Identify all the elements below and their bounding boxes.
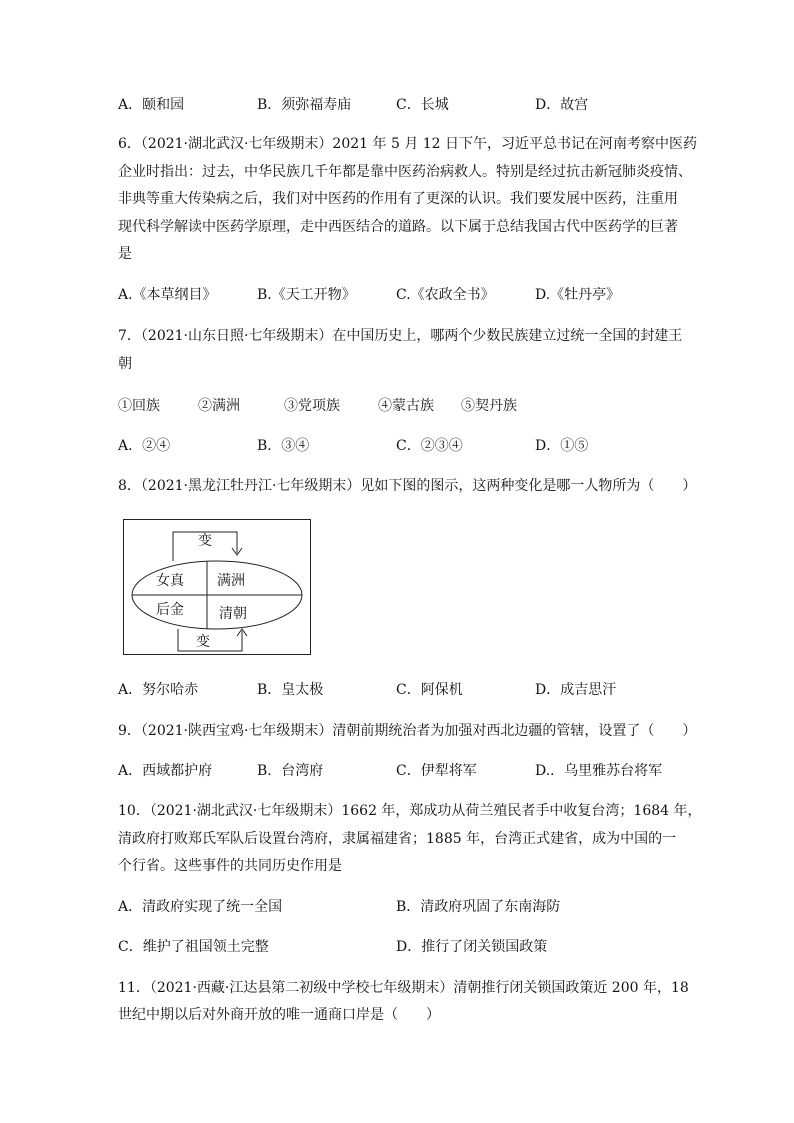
q10-option-c[interactable]: C．维护了祖国领土完整 [118,939,269,955]
q10-option-b[interactable]: B．清政府巩固了东南海防 [396,899,561,915]
q9-option-b[interactable]: B．台湾府 [257,763,324,779]
q7-item-3: ③党项族 [284,398,340,414]
diagram-top-label: 变 [198,533,212,549]
bottom-change-arrow [178,629,242,651]
q9-option-d[interactable]: D.．乌里雅苏台将军 [535,763,663,779]
q8-diagram [123,519,311,655]
q6-option-c[interactable]: C.《农政全书》 [396,287,495,303]
diagram-right-bottom: 清朝 [219,606,247,622]
q9-stem: 9．（2021·陕西宝鸡·七年级期末）清朝前期统治者为加强对西北边疆的管辖，设置了（ ） [118,723,697,739]
q6-stem-line-2: 企业时指出：过去，中华民族几千年都是靠中医药治病救人。特别是经过抗击新冠肺炎疫情、 [118,164,692,180]
q6-option-a[interactable]: A.《本草纲目》 [118,287,217,303]
q10-stem-line-2: 清政府打败郑氏军队后设置台湾府，隶属福建省；1885 年，台湾正式建省，成为中国的一 [118,831,677,847]
q8-option-c[interactable]: C．阿保机 [396,682,463,698]
q10-options-row-1 [118,897,678,917]
q8-option-d[interactable]: D．成吉思汗 [535,682,617,698]
q7-option-c[interactable]: C．②③④ [396,438,463,454]
q6-options [118,285,678,305]
q6-stem-line-5: 是 [118,246,132,262]
q5-option-d[interactable]: D．故宫 [535,97,589,113]
q5-option-c[interactable]: C．长城 [396,97,449,113]
q6-option-b[interactable]: B.《天工开物》 [257,287,356,303]
q10-stem-line-3: 个行省。这些事件的共同历史作用是 [118,858,342,874]
q10-stem-line-1: 10．（2021·湖北武汉·七年级期末）1662 年，郑成功从荷兰殖民者手中收复台湾；1684 年， [118,803,702,819]
q8-stem: 8．（2021·黑龙江牡丹江·七年级期末）见如下图的图示，这两种变化是哪一人物所为（ ） [118,478,697,494]
q8-option-a[interactable]: A．努尔哈赤 [118,682,199,698]
q6-stem-line-4: 现代科学解读中医药学原理，走中西医结合的道路。以下属于总结我国古代中医药学的巨著 [118,219,678,235]
q7-option-b[interactable]: B．③④ [257,438,310,454]
q6-option-d[interactable]: D.《牡丹亭》 [535,287,621,303]
q8-options [118,680,678,700]
q7-option-d[interactable]: D．①⑤ [535,438,589,454]
q7-item-4: ④蒙古族 [378,398,434,414]
q7-item-5: ⑤契丹族 [461,398,517,414]
q5-option-b[interactable]: B．须弥福寿庙 [257,97,352,113]
q7-option-a[interactable]: A．②④ [118,438,171,454]
diagram-left-top: 女真 [156,573,184,589]
q6-stem-line-1: 6．（2021·湖北武汉·七年级期末）2021 年 5 月 12 日下午，习近平总书记在河南考察中医药 [118,136,698,152]
q8-option-b[interactable]: B．皇太极 [257,682,324,698]
diagram-left-bottom: 后金 [156,602,184,618]
q7-stem-line-2: 朝 [118,356,132,372]
q11-stem-line-2: 世纪中期以后对外商开放的唯一通商口岸是（ ） [118,1007,440,1023]
q7-options [118,436,678,456]
q9-option-a[interactable]: A．西域都护府 [118,763,213,779]
q6-stem-line-3: 非典等重大传染病之后，我们对中医药的作用有了更深的认识。我们要发展中医药，注重用 [118,191,678,207]
q9-option-c[interactable]: C．伊犁将军 [396,763,477,779]
q7-item-2: ②满洲 [198,398,240,414]
diagram-bottom-label: 变 [196,634,210,650]
diagram-right-top: 满洲 [217,573,245,589]
q5-option-a[interactable]: A．颐和园 [118,97,185,113]
q10-options-row-2 [118,937,678,957]
q10-option-d[interactable]: D．推行了闭关锁国政策 [396,939,548,955]
q5-options [118,95,678,115]
q9-options [118,761,678,781]
q10-option-a[interactable]: A．清政府实现了统一全国 [118,899,283,915]
q7-items [118,396,678,416]
q7-stem-line-1: 7．（2021·山东日照·七年级期末）在中国历史上，哪两个少数民族建立过统一全国的封建王 [118,328,683,344]
q7-item-1: ①回族 [118,398,160,414]
q11-stem-line-1: 11．（2021·西藏·江达县第二初级中学校七年级期末）清朝推行闭关锁国政策近 200 年，18 [118,980,689,996]
